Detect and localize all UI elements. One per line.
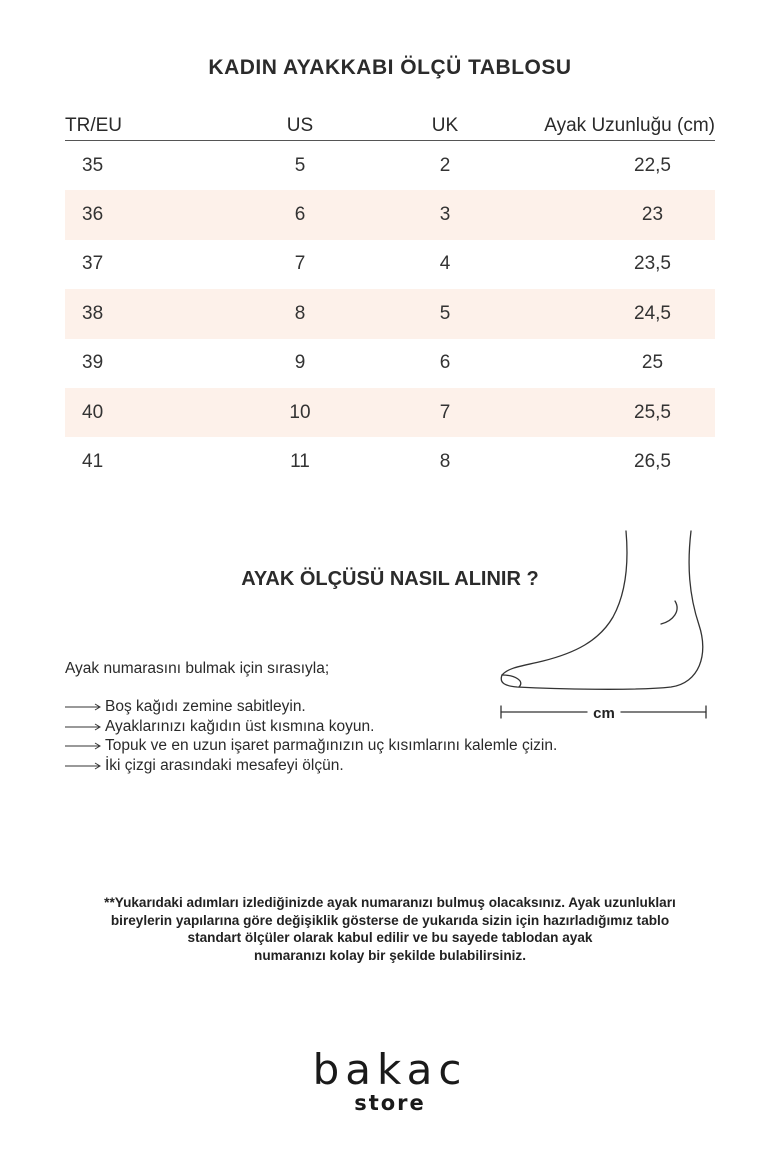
cell-us: 10 xyxy=(289,401,311,423)
footnote-line: numaranızı kolay bir şekilde bulabilirsiniz. xyxy=(254,947,526,963)
cell-us: 7 xyxy=(294,253,306,275)
table-row xyxy=(65,289,715,338)
table-row xyxy=(65,240,715,289)
table-header xyxy=(65,112,715,141)
footnote-line: bireylerin yapılarına göre değişiklik gösterse de yukarıda sizin için hazırladığımız tablo xyxy=(110,912,670,928)
measure-label: cm xyxy=(593,705,615,722)
cell-tr-eu: 35 xyxy=(82,154,104,176)
cell-tr-eu: 41 xyxy=(82,451,104,473)
toe-curve xyxy=(502,675,521,687)
cell-uk: 3 xyxy=(439,204,451,226)
foot-sole-outline xyxy=(501,531,703,689)
cell-uk: 7 xyxy=(439,401,451,423)
arrow-right-icon xyxy=(65,702,103,712)
cell-us: 8 xyxy=(294,302,306,324)
cell-us: 5 xyxy=(294,154,306,176)
header-uk: UK xyxy=(431,115,459,136)
cell-tr-eu: 39 xyxy=(82,352,104,374)
logo-main-text: bakac xyxy=(312,1045,468,1094)
arrow-right-icon xyxy=(65,741,103,751)
logo-sub-text: store xyxy=(354,1091,426,1115)
page-title: KADIN AYAKKABI ÖLÇÜ TABLOSU xyxy=(208,56,572,79)
cell-uk: 4 xyxy=(439,253,451,275)
table-row xyxy=(65,339,715,388)
step-text: Ayaklarınızı kağıdın üst kısmına koyun. xyxy=(105,717,375,735)
footnote-line: standart ölçüler olarak kabul edilir ve bu sayede tablodan ayak xyxy=(187,930,593,945)
cell-uk: 8 xyxy=(439,451,451,473)
arrow-right-icon xyxy=(65,722,103,732)
cell-uk: 2 xyxy=(439,154,451,176)
cell-us: 6 xyxy=(294,204,306,226)
foot-diagram xyxy=(495,525,715,725)
table-row xyxy=(65,437,715,486)
list-item xyxy=(65,756,557,776)
cell-uk: 6 xyxy=(439,352,451,374)
foot-top-outline xyxy=(502,531,627,675)
header-foot-length: Ayak Uzunluğu (cm) xyxy=(544,115,715,136)
step-text: Topuk ve en uzun işaret parmağınızın uç kısımlarını kalemle çizin. xyxy=(105,737,558,755)
footnote xyxy=(50,894,730,964)
arrow-right-icon xyxy=(65,761,103,771)
cell-tr-eu: 37 xyxy=(82,253,104,275)
cell-foot-length: 23 xyxy=(641,204,664,226)
cell-uk: 5 xyxy=(439,302,451,324)
howto-title: AYAK ÖLÇÜSÜ NASIL ALINIR ? xyxy=(241,568,539,590)
list-item xyxy=(65,736,557,756)
cell-foot-length: 25 xyxy=(641,352,664,374)
cell-tr-eu: 40 xyxy=(82,401,104,423)
step-text: Boş kağıdı zemine sabitleyin. xyxy=(105,697,306,715)
header-tr-eu: TR/EU xyxy=(65,115,122,136)
howto-steps xyxy=(65,697,557,776)
cell-us: 11 xyxy=(290,451,310,473)
list-item xyxy=(65,697,557,717)
cell-tr-eu: 36 xyxy=(82,204,104,226)
cell-foot-length: 22,5 xyxy=(634,154,671,176)
cell-tr-eu: 38 xyxy=(82,302,104,324)
cell-us: 9 xyxy=(294,352,306,374)
table-row xyxy=(65,388,715,437)
step-text: İki çizgi arasındaki mesafeyi ölçün. xyxy=(105,756,344,774)
list-item xyxy=(65,717,557,737)
size-table xyxy=(65,112,715,487)
table-row xyxy=(65,141,715,190)
howto-intro: Ayak numarasını bulmak için sırasıyla; xyxy=(65,660,330,677)
header-us: US xyxy=(286,115,314,136)
footnote-line: **Yukarıdaki adımları izlediğinizde ayak numaranızı bulmuş olacaksınız. Ayak uzunlukları xyxy=(104,895,676,910)
cell-foot-length: 24,5 xyxy=(634,302,671,324)
table-row xyxy=(65,190,715,239)
cell-foot-length: 25,5 xyxy=(634,401,671,423)
cell-foot-length: 26,5 xyxy=(634,451,671,473)
cell-foot-length: 23,5 xyxy=(634,253,671,275)
ankle-curve xyxy=(661,601,677,624)
brand-logo xyxy=(0,1045,780,1115)
